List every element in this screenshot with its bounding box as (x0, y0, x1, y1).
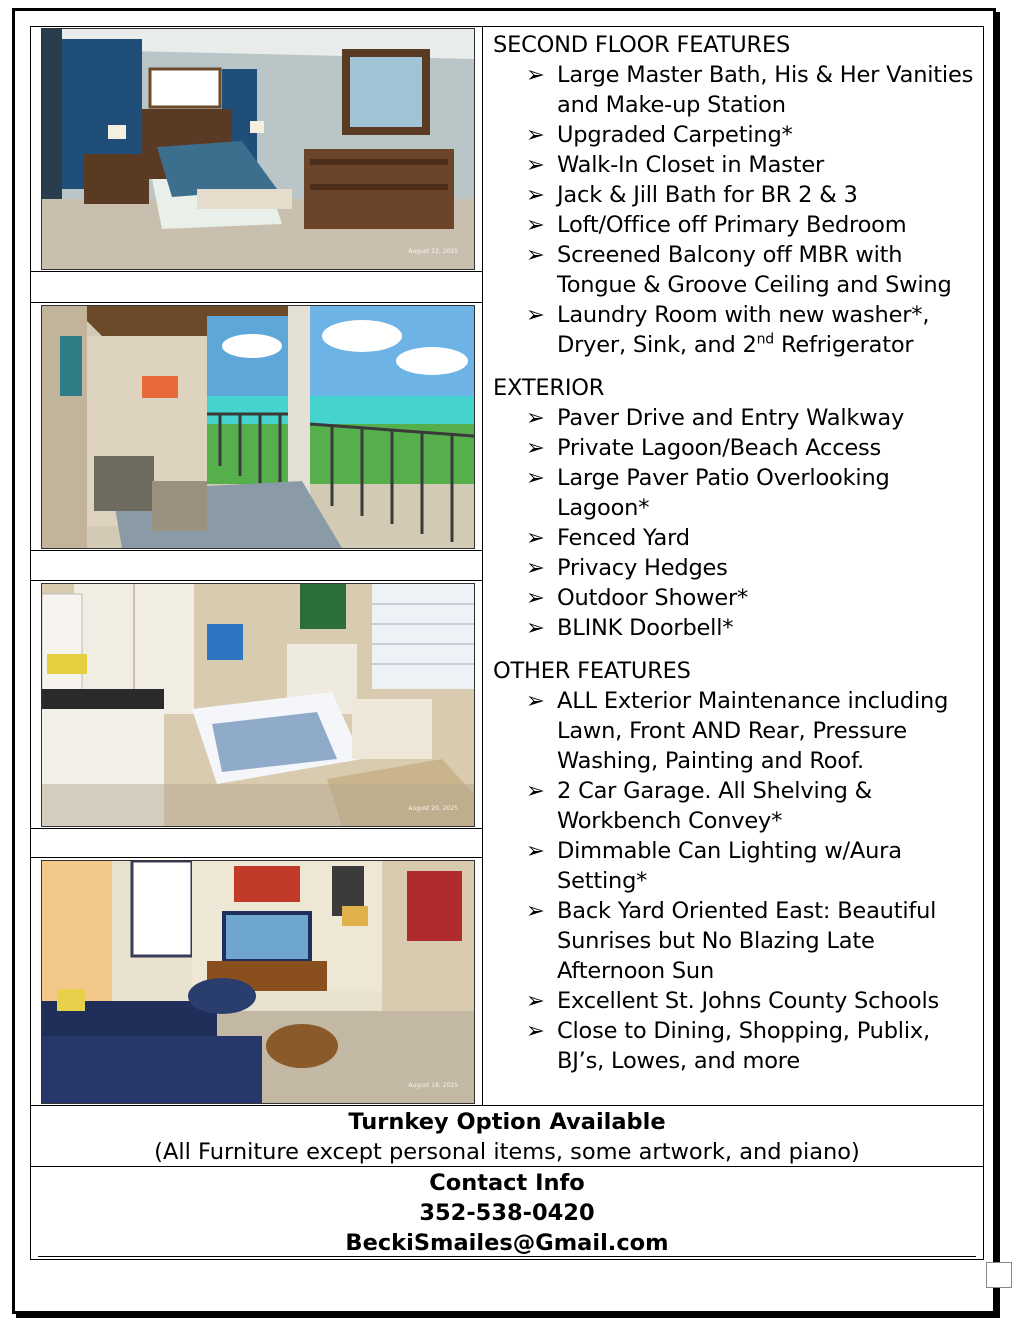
arrowhead-bullet-icon: ➢ (526, 615, 545, 641)
row-divider (31, 828, 483, 829)
list-item-text: Upgraded Carpeting* (557, 122, 793, 148)
list-item-text: Large Master Bath, His & Her Vanities and Make-up Station (557, 62, 974, 118)
arrowhead-bullet-icon: ➢ (526, 242, 545, 268)
arrowhead-bullet-icon: ➢ (526, 688, 545, 714)
list-item-text: Loft/Office off Primary Bedroom (557, 212, 907, 238)
arrowhead-bullet-icon: ➢ (526, 555, 545, 581)
list-item (493, 986, 979, 1016)
feature-list (493, 60, 979, 360)
list-item (493, 686, 979, 776)
list-item (493, 896, 979, 986)
list-item (493, 613, 979, 643)
list-item-text: Private Lagoon/Beach Access (557, 435, 882, 461)
list-item (493, 60, 979, 120)
feature-list (493, 686, 979, 1076)
contact-title: Contact Info (429, 1170, 585, 1196)
arrowhead-bullet-icon: ➢ (526, 302, 545, 328)
list-item-text: Large Paver Patio Overlooking Lagoon* (557, 465, 890, 521)
arrowhead-bullet-icon: ➢ (526, 212, 545, 238)
list-item-text: Screened Balcony off MBR with Tongue & Groove Ceiling and Swing (557, 242, 952, 298)
arrowhead-bullet-icon: ➢ (526, 988, 545, 1014)
list-item (493, 583, 979, 613)
list-item-text: Fenced Yard (557, 525, 690, 551)
section-title: EXTERIOR (493, 375, 605, 401)
list-item-text: Laundry Room with new washer*, Dryer, Sink, and 2nd Refrigerator (557, 302, 930, 358)
row-divider (31, 271, 483, 272)
list-item (493, 776, 979, 836)
guest-bedroom-photo (41, 583, 475, 827)
list-item (493, 403, 979, 433)
section-other-features (493, 656, 979, 1076)
contact-phone[interactable]: 352-538-0420 (419, 1200, 595, 1226)
list-item (493, 120, 979, 150)
arrowhead-bullet-icon: ➢ (526, 122, 545, 148)
arrowhead-bullet-icon: ➢ (526, 435, 545, 461)
row-divider (31, 302, 483, 303)
row-divider (31, 580, 483, 581)
corner-handle[interactable] (986, 1262, 1012, 1288)
photo-date-stamp: August 20, 2025 (408, 805, 458, 812)
list-item-text: Paver Drive and Entry Walkway (557, 405, 905, 431)
list-item (493, 150, 979, 180)
column-divider (482, 26, 483, 1106)
photo-date-stamp: August 22, 2025 (408, 248, 458, 255)
list-item-text: Excellent St. Johns County Schools (557, 988, 940, 1014)
loft-media-room-photo (41, 860, 475, 1104)
arrowhead-bullet-icon: ➢ (526, 778, 545, 804)
arrowhead-bullet-icon: ➢ (526, 465, 545, 491)
list-item-text: Back Yard Oriented East: Beautiful Sunrises but No Blazing Late Afternoon Sun (557, 898, 937, 984)
photo-date-stamp: August 19, 2025 (408, 1082, 458, 1089)
list-item (493, 240, 979, 300)
row-divider (31, 1105, 983, 1106)
list-item (493, 463, 979, 523)
list-item-text: Close to Dining, Shopping, Publix, BJ’s, Lowes, and more (557, 1018, 930, 1074)
section-title: SECOND FLOOR FEATURES (493, 32, 791, 58)
turnkey-note: (All Furniture except personal items, some artwork, and piano) (154, 1139, 860, 1165)
turnkey-title: Turnkey Option Available (348, 1109, 666, 1135)
list-item (493, 1016, 979, 1076)
ordinal-suffix: nd (756, 331, 774, 348)
list-item-text: Outdoor Shower* (557, 585, 749, 611)
arrowhead-bullet-icon: ➢ (526, 585, 545, 611)
list-item-text: Dimmable Can Lighting w/Aura Setting* (557, 838, 902, 894)
feature-list (493, 403, 979, 643)
master-bedroom-photo (41, 28, 475, 270)
arrowhead-bullet-icon: ➢ (526, 62, 545, 88)
arrowhead-bullet-icon: ➢ (526, 152, 545, 178)
section-second-floor (493, 30, 979, 360)
arrowhead-bullet-icon: ➢ (526, 1018, 545, 1044)
section-exterior (493, 373, 979, 643)
arrowhead-bullet-icon: ➢ (526, 525, 545, 551)
list-item-text: BLINK Doorbell* (557, 615, 734, 641)
list-item (493, 553, 979, 583)
list-item (493, 300, 979, 360)
arrowhead-bullet-icon: ➢ (526, 405, 545, 431)
list-item-text: 2 Car Garage. All Shelving & Workbench Convey* (557, 778, 872, 834)
arrowhead-bullet-icon: ➢ (526, 838, 545, 864)
list-item (493, 836, 979, 896)
section-title: OTHER FEATURES (493, 658, 691, 684)
list-item-text: ALL Exterior Maintenance including Lawn, Front AND Rear, Pressure Washing, Painting and Roof. (557, 688, 949, 774)
list-item-text: Privacy Hedges (557, 555, 728, 581)
list-item-text: Walk-In Closet in Master (557, 152, 825, 178)
list-item-text: Jack & Jill Bath for BR 2 & 3 (557, 182, 858, 208)
arrowhead-bullet-icon: ➢ (526, 182, 545, 208)
list-item (493, 180, 979, 210)
row-divider (31, 857, 483, 858)
list-item (493, 523, 979, 553)
turnkey-block (31, 1107, 983, 1167)
arrowhead-bullet-icon: ➢ (526, 898, 545, 924)
features-column (493, 30, 979, 1089)
contact-block (31, 1168, 983, 1258)
list-item (493, 210, 979, 240)
row-divider (31, 550, 483, 551)
screened-balcony-photo (41, 305, 475, 549)
list-item (493, 433, 979, 463)
contact-email[interactable]: BeckiSmailes@Gmail.com (345, 1230, 669, 1256)
